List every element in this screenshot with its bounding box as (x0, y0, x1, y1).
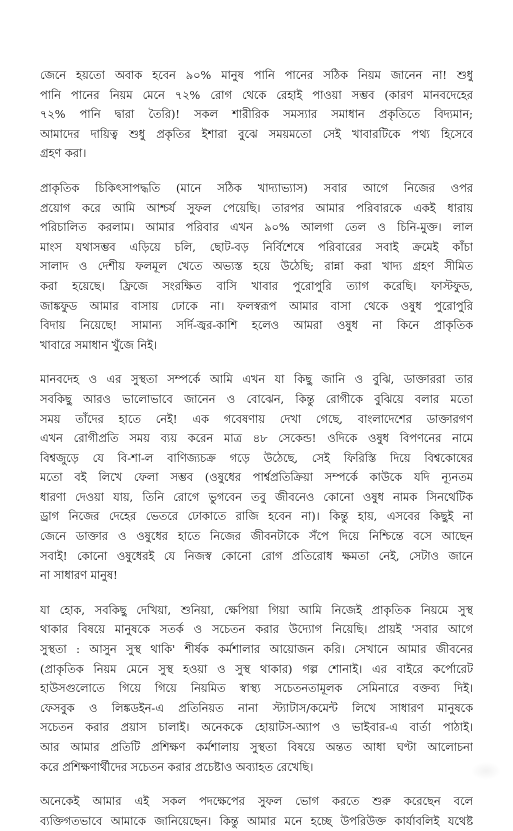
text-line: না সাধারণ মানুষ! (40, 569, 118, 583)
text-line: সবকিছু আরও ভালোভাবে জানেন ও বোঝেন, কিন্তু রোগীকে বুঝিয়ে বলার মতো (40, 392, 473, 406)
text-line: সবাই! কোনো ওষুধেরই যে নিজস্ব কোনো রোগ প্রতিরোধ ক্ষমতা নেই, সেটাও জানে (40, 549, 473, 563)
text-line: ধারণা দেওয়া যায়, তিনি রোগে ভুগবেন তবু জীবনেও কোনো ওষুধ নামক সিনথেটিক (40, 490, 473, 504)
text-line: আর আমার প্রতিটি প্রশিক্ষণ কর্মশালায় সুস্থতা বিষয়ে অন্তত আধা ঘণ্টা আলোচনা (40, 741, 473, 754)
text-line: সালাদ ও দেশীয় ফলমূল খেতে অভ্যস্ত হয়ে উঠেছি; রান্না করা খাদ্য গ্রহণ সীমিত (40, 260, 473, 274)
text-line: মাংস যথাসম্ভব এড়িয়ে চলি, ছোট-বড় নির্বিশেষে পরিবারের সবাই ক্রমেই কাঁচা (40, 240, 473, 254)
text-line: বিদায় নিয়েছে! সামান্য সর্দি-জ্বর-কাশি হলেও আমরা ওষুধ না কিনে প্রাকৃতিক (40, 319, 473, 333)
text-line: হাউসগুলোতে গিয়ে গিয়ে নিয়মিত স্বাস্থ্য সচেতনতামূলক সেমিনারে বক্তব্য দিই। (40, 682, 473, 696)
text-line: মতো বই লিখে ফেলা সম্ভব (ওষুধের পার্শ্বপ্রতিক্রিয়া সম্পর্কে কাউকে যদি ন্যূনতম (40, 471, 473, 485)
text-line: পানি পানের নিয়ম মেনে ৭২% রোগ থেকে রেহাই পাওয়া সম্ভব (কারণ মানবদেহের (40, 88, 473, 102)
text-line: খাবারে সমাধান খুঁজে নিই। (40, 338, 158, 352)
scan-smudge (471, 762, 501, 780)
text-line: সময় তাঁদের হাতে নেই! এক গবেষণায় দেখা গেছে, বাংলাদেশের ডাক্তারগণ (40, 412, 473, 426)
text-line: সচেতন করার প্রয়াস চালাই। অনেককে হোয়াটস-অ্যাপ ও ভাইবার-এ বার্তা পাঠাই। (40, 721, 473, 735)
text-line: অনেকেই আমার এই সকল পদক্ষেপের সুফল ভোগ করতে শুরু করেছেন বলে (40, 795, 473, 809)
text-line: এখন রোগীপ্রতি সময় ব্যয় করেন মাত্র ৪৮ সেকেন্ড! ওদিকে ওষুধ বিপণনের নামে (40, 432, 473, 446)
text-line: আমাদের দায়িত্ব শুধু প্রকৃতির ইশারা বুঝে সময়মতো সেই খাবারটিকে পথ্য হিসেবে (40, 127, 473, 141)
text-line: করে প্রশিক্ষণার্থীদের সচেতন করার প্রচেষ্টাও অব্যাহত রেখেছি। (40, 760, 314, 774)
text-line: পরিচালিত করলাম। আমার পরিবার এখন ৯০% আলগা তেল ও চিনি-মুক্ত। লাল (40, 221, 473, 235)
paragraph-water-intake (40, 66, 473, 164)
text-line: জাঙ্কফুড আমার বাসায় ঢোকে না। ফলস্বরূপ আমার বাসা থেকে ওষুধ পুরোপুরি (40, 299, 473, 313)
text-line: প্রাকৃতিক চিকিৎসাপদ্ধতি (মানে সঠিক খাদ্যাভ্যাস) সবার আগে নিজের ওপর (40, 181, 473, 195)
text-line: জেনে ডাক্তার ও ওষুধের হাতে নিজের জীবনটাকে সঁপে দিয়ে নিশ্চিন্তে বসে আছেন (40, 530, 473, 544)
text-line: জেনে হয়তো অবাক হবেন ৯০% মানুষ পানি পানের সঠিক নিয়ম জানেন না! শুধু (40, 69, 473, 82)
text-line: থাকার বিষয়ে মানুষকে সতর্ক ও সচেতন করার উদ্যোগ নিয়েছি। প্রায়ই 'সবার আগে (40, 623, 473, 637)
text-line: (প্রাকৃতিক নিয়ম মেনে সুস্থ হওয়া ও সুস্থ থাকার) গল্প শোনাই। এর বাইরে কর্পোরেট (40, 662, 473, 676)
text-line: প্রয়োগ করে আমি আশ্চর্য সুফল পেয়েছি। তারপর আমার পরিবারকে একই ধারায় (40, 201, 473, 215)
text-line: বিশ্বজুড়ে যে বি-শা-ল বাণিজ্যচক্র গড়ে উঠেছে, সেই ফিরিস্তি দিয়ে বিশ্বকোষের (40, 451, 473, 465)
paragraph-natural-treatment (40, 179, 473, 355)
text-line: করা হয়েছে। ফ্রিজে সংরক্ষিত বাসি খাবার পুরোপুরি ত্যাগ করেছি। ফাস্টফুড, (40, 279, 473, 293)
paragraph-feedback (40, 792, 473, 831)
paragraph-doctors-and-drugs (40, 370, 473, 586)
text-line: মানবদেহ ও এর সুস্থতা সম্পর্কে আমি এখন যা কিছু জানি ও বুঝি, ডাক্তাররা তার (40, 373, 473, 387)
text-line: ফেসবুক ও লিঙ্কডইন-এ প্রতিনিয়ত নানা স্ট্যাটাস/কমেন্ট লিখে সাধারণ মানুষকে (40, 701, 473, 715)
text-line: ড্রাগ নিজের দেহের ভেতরে ঢোকাতে রাজি হবেন না)। কিন্তু হায়, এসবের কিছুই না (40, 510, 473, 524)
text-line: গ্রহণ করা। (40, 147, 87, 161)
text-line: ৭২% পানি দ্বারা তৈরি)! সকল শারীরিক সমস্যার সমাধান প্রকৃতিতে বিদ্যমান; (40, 108, 473, 122)
paragraph-awareness-initiative (40, 601, 473, 777)
text-line: যা হোক, সবকিছু দেখিয়া, শুনিয়া, ক্ষেপিয়া গিয়া আমি নিজেই প্রাকৃতিক নিয়মে সুস্থ (40, 603, 473, 617)
text-line: ব্যক্তিগতভাবে আমাকে জানিয়েছেন। কিন্তু আমার মনে হচ্ছে উপরিউক্ত কার্যাবলিই যথেষ্ট (40, 814, 473, 828)
text-line: সুস্থতা : আসুন সুস্থ থাকি' শীর্ষক কর্মশালার আয়োজন করি। সেখানে আমার জীবনের (40, 643, 473, 657)
